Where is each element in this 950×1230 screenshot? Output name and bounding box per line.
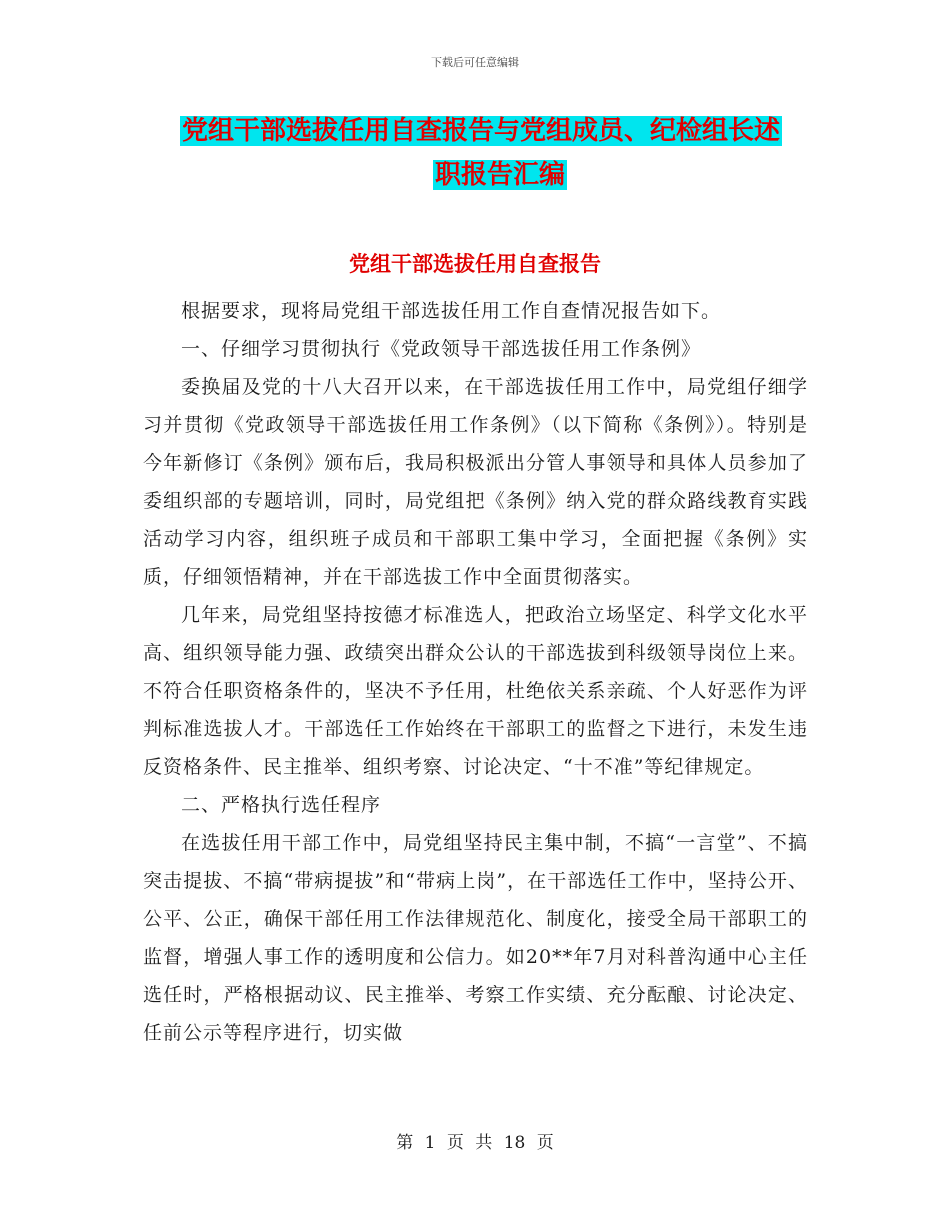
- header-note: 下载后可任意编辑: [431, 56, 519, 69]
- document-title-line-2: 职报告汇编: [434, 160, 565, 190]
- body-text: [143, 292, 808, 1052]
- heading-two: 二、严格执行选任程序: [181, 794, 382, 816]
- heading-one: 一、仔细学习贯彻执行《党政领导干部选拔任用工作条例》: [181, 338, 702, 360]
- paragraph: 在选拔任用干部工作中，局党组坚持民主集中制，不搞“一言堂”、不搞突击提拔、不搞“带病提拔”和“带病上岗”，在干部选任工作中，坚持公开、公平、公正，确保干部任用工作法律规范化、制度化，接受全局干部职工的监督，增强人事工作的透明度和公信力。如20**年7月对科普沟通中心主任选任时，严格根据动议、民主推举、考察工作实绩、充分酝酿、讨论决定、任前公示等程序进行，切实做: [143, 832, 808, 1044]
- section-title: 党组干部选拔任用自查报告: [349, 251, 601, 276]
- paragraph-intro: 根据要求，现将局党组干部选拔任用工作自查情况报告如下。: [181, 300, 722, 322]
- document-title-line-1: 党组干部选拔任用自查报告与党组成员、纪检组长述: [182, 116, 781, 146]
- paragraph: 几年来，局党组坚持按德才标准选人，把政治立场坚定、科学文化水平高、组织领导能力强、政绩突出群众公认的干部选拔到科级领导岗位上来。不符合任职资格条件的，坚决不予任用，杜绝依关系亲疏、个人好恶作为评判标准选拔人才。干部选任工作始终在干部职工的监督之下进行，未发生违反资格条件、民主推举、组织考察、讨论决定、“十不准”等纪律规定。: [143, 604, 808, 778]
- page-footer: 第 1 页 共 18 页: [396, 1133, 554, 1153]
- paragraph: 委换届及党的十八大召开以来，在干部选拔任用工作中，局党组仔细学习并贯彻《党政领导干部选拔任用工作条例》（以下简称《条例》）。特别是今年新修订《条例》颁布后，我局积极派出分管人事领导和具体人员参加了委组织部的专题培训，同时，局党组把《条例》纳入党的群众路线教育实践活动学习内容，组织班子成员和干部职工集中学习，全面把握《条例》实质，仔细领悟精神，并在干部选拔工作中全面贯彻落实。: [143, 376, 808, 588]
